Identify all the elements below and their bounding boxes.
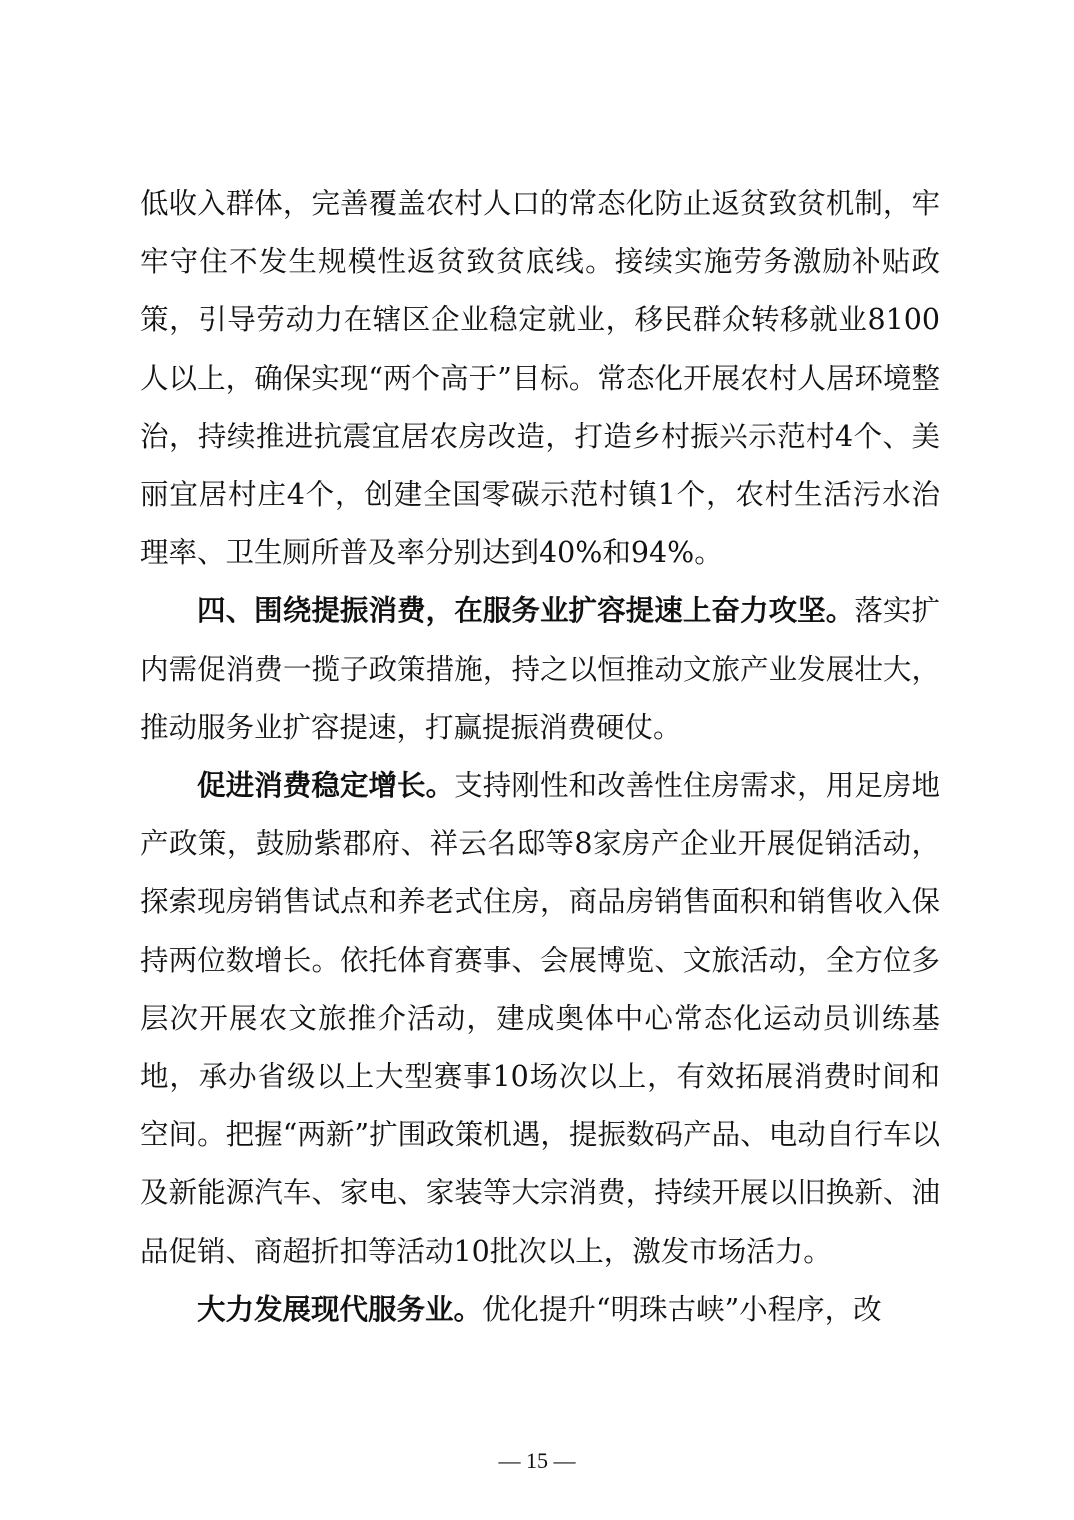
paragraph-modern-services — [140, 1281, 940, 1339]
section-heading: 四、围绕提振消费，在服务业扩容提速上奋力攻坚。 — [197, 594, 855, 628]
paragraph-text: 低收入群体，完善覆盖农村人口的常态化防止返贫致贫机制，牢牢守住不发生规模性返贫致贫底线。接续实施劳务激励补贴政策，引导劳动力在辖区企业稳定就业，移民群众转移就业8100人以上，确保实现“两个高于”目标。常态化开展农村人居环境整治，持续推进抗震宜居农房改造，打造乡村振兴示范村4个、美丽宜居村庄4个，创建全国零碳示范村镇1个，农村生活污水治理率、卫生厕所普及率分别达到40%和94%。 — [140, 187, 940, 570]
page-number: — 15 — — [498, 1448, 576, 1473]
paragraph-text: 优化提升“明珠古峡”小程序，改 — [482, 1292, 882, 1326]
paragraph-section-four — [140, 582, 940, 757]
subsection-heading: 大力发展现代服务业。 — [197, 1292, 483, 1326]
paragraph-consumption-growth — [140, 757, 940, 1281]
subsection-heading: 促进消费稳定增长。 — [197, 769, 455, 803]
paragraph-text: 支持刚性和改善性住房需求，用足房地产政策，鼓励紫郡府、祥云名邸等8家房产企业开展促销活动，探索现房销售试点和养老式住房，商品房销售面积和销售收入保持两位数增长。依托体育赛事、会展博览、文旅活动，全方位多层次开展农文旅推介活动，建成奥体中心常态化运动员训练基地，承办省级以上大型赛事10场次以上，有效拓展消费时间和空间。把握“两新”扩围政策机遇，提振数码产品、电动自行车以及新能源汽车、家电、家装等大宗消费，持续开展以旧换新、油品促销、商超折扣等活动10批次以上，激发市场活力。 — [140, 769, 940, 1268]
document-body — [140, 175, 940, 1339]
paragraph-text: 落实扩内需促消费一揽子政策措施，持之以恒推动文旅产业发展壮大，推动服务业扩容提速，打赢提振消费硬仗。 — [140, 594, 940, 744]
paragraph-continued — [140, 175, 940, 582]
